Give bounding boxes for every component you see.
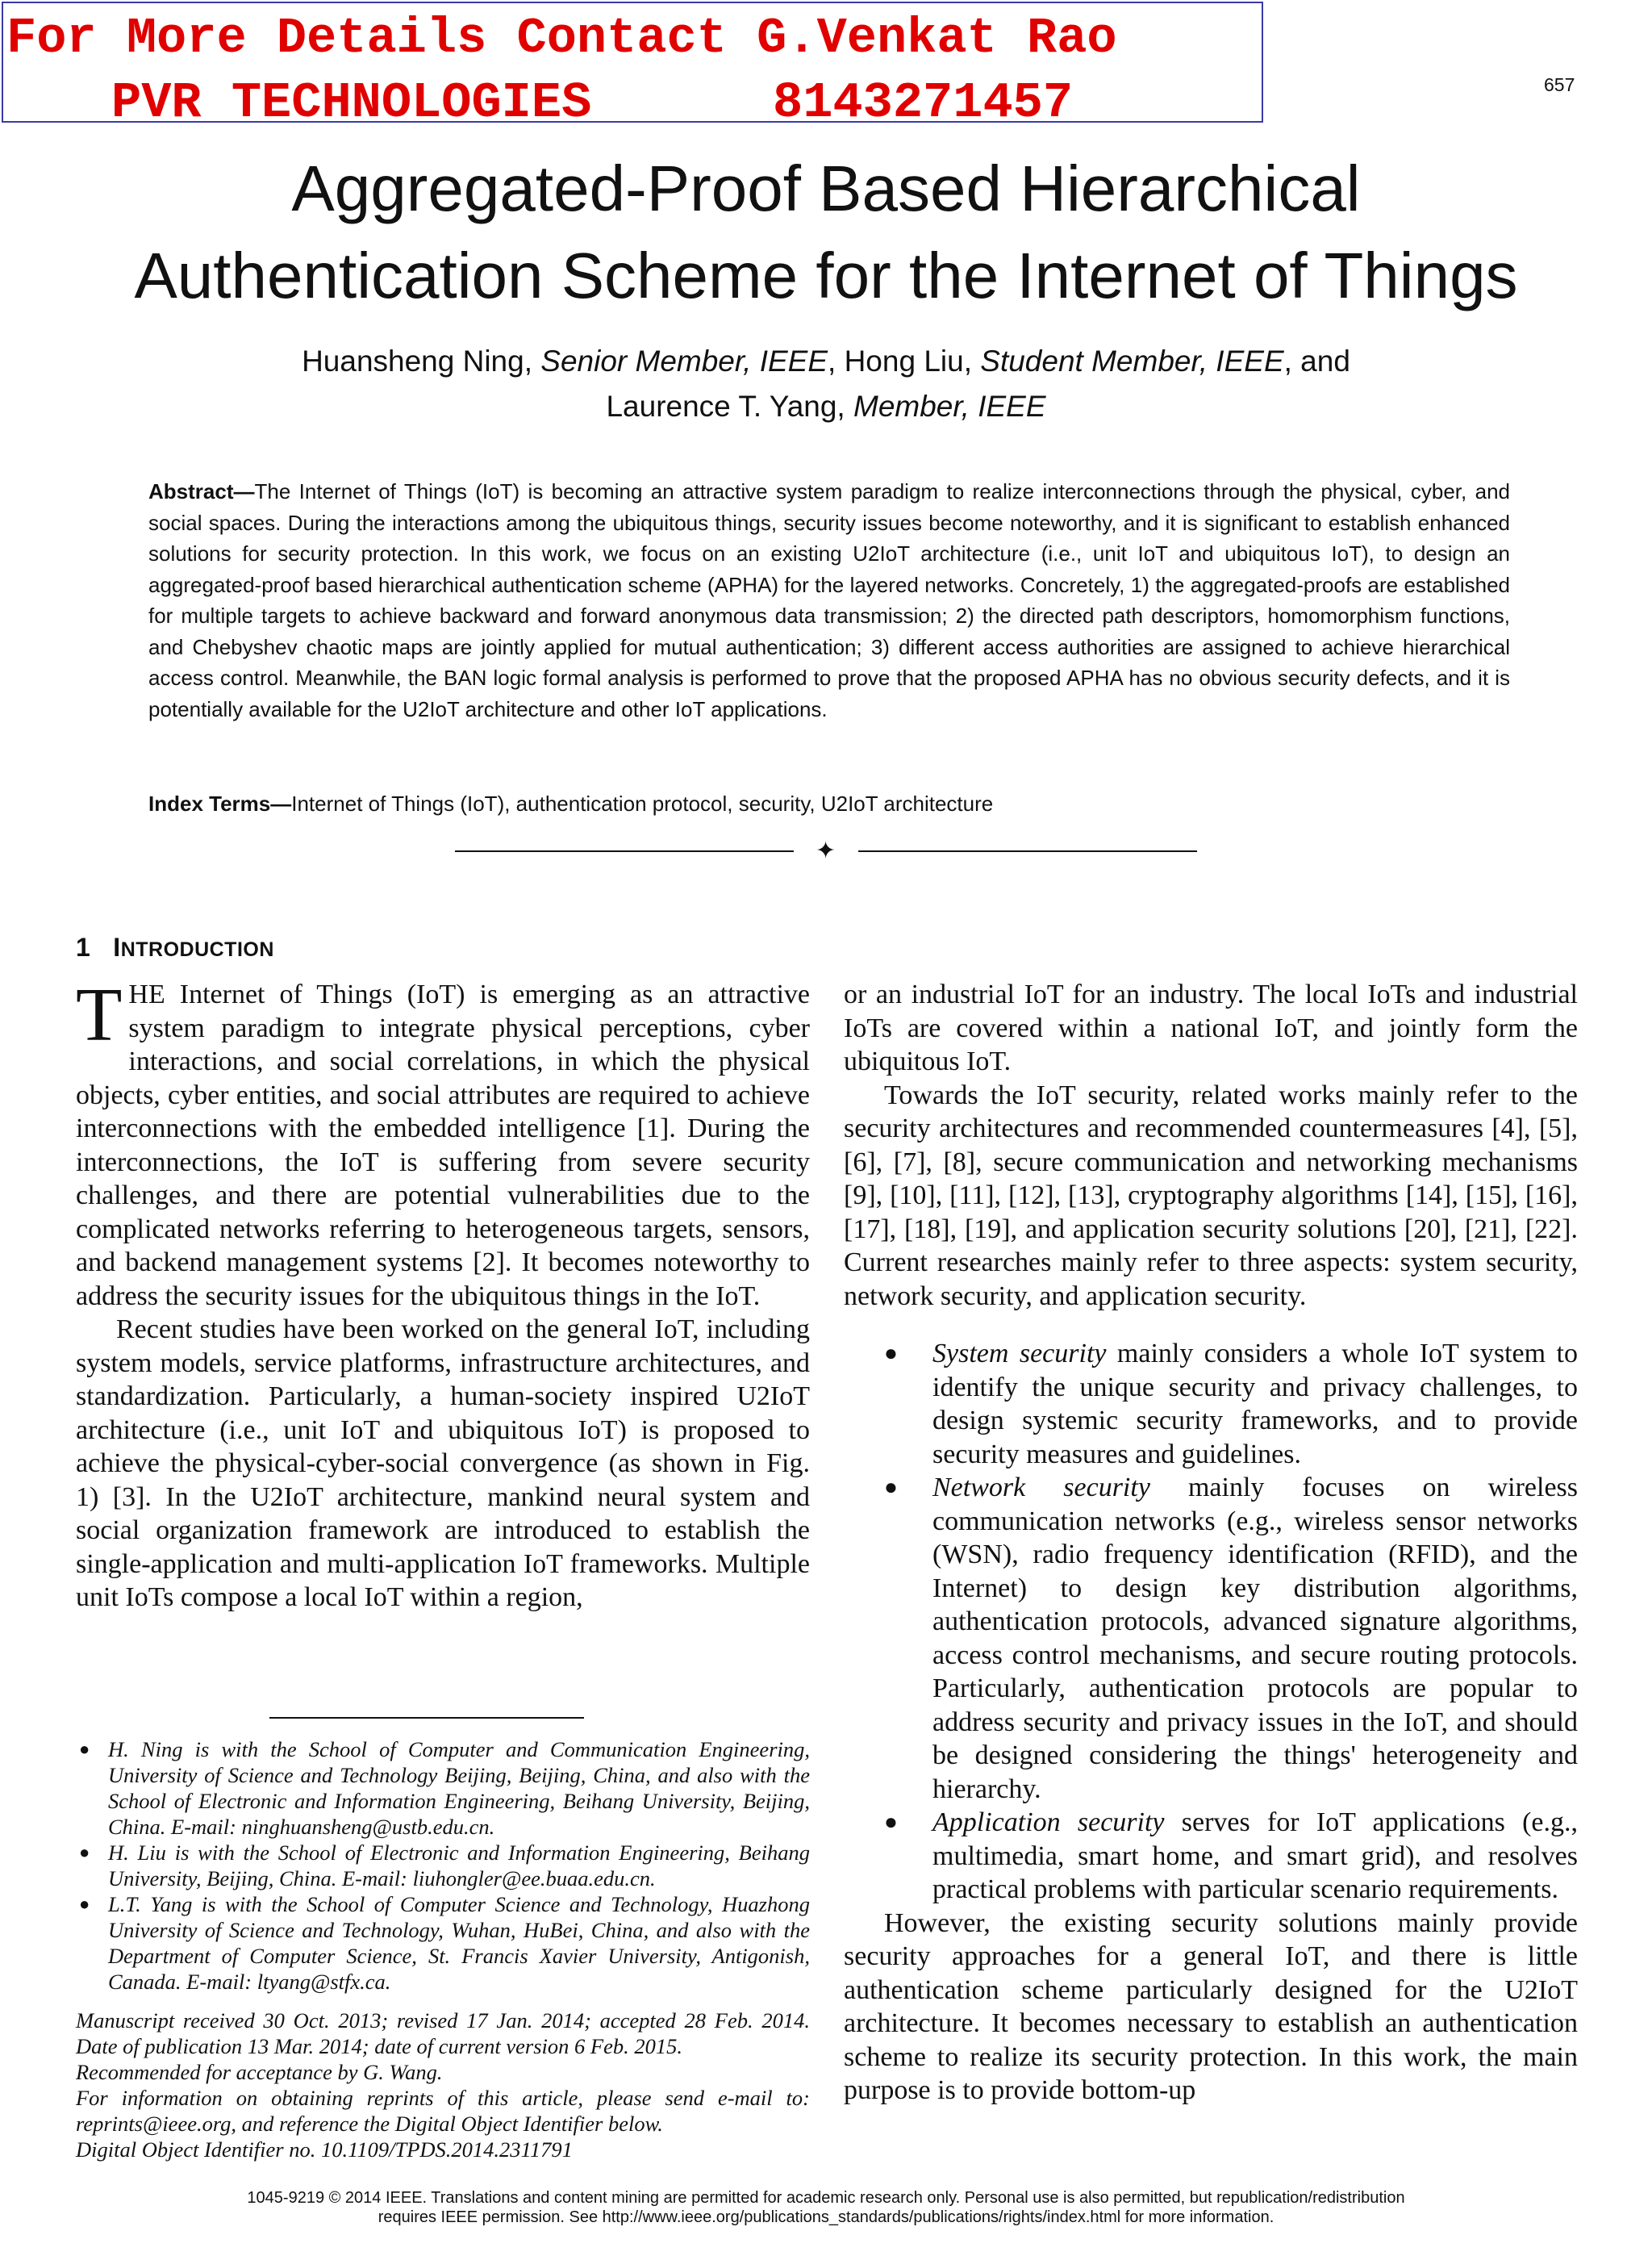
watermark-line-1: For More Details Contact G.Venkat Rao xyxy=(6,10,1117,67)
manuscript-info xyxy=(76,2007,810,2162)
bullet-icon: ● xyxy=(79,1894,90,1914)
right-column xyxy=(844,978,1578,2108)
intro-paragraph-1-text: Internet of Things (IoT) is emerging as an attractive system paradigm to integrate physical perceptions, cyber interactions, and social correlations, in which the physical objects, cyber entities, and social attributes are required to achieve interconnections with the embedded intelligence [1]. During the interconnections, the IoT is suffering from severe security challenges, and there are potential vulnerabilities due to the complicated networks referring to heterogeneous targets, sensors, and backend management systems [2]. It becomes noteworthy to address the security issues for the ubiquitous things in the IoT. xyxy=(76,980,810,1311)
manuscript-recommended: Recommended for acceptance by G. Wang. xyxy=(76,2060,443,2084)
footnote-rule xyxy=(269,1717,584,1719)
paper-title xyxy=(0,145,1652,320)
bullet-icon: ● xyxy=(884,1475,898,1500)
index-terms xyxy=(148,789,1510,818)
divider-diamond-icon: ✦ xyxy=(816,838,836,864)
left-column xyxy=(76,973,810,1615)
copyright-line-1: 1045-9219 © 2014 IEEE. Translations and content mining are permitted for academic research only. Personal use is also permitted, but republication/redistribution xyxy=(247,2189,1405,2207)
footnote-item xyxy=(76,1891,810,1995)
list-item xyxy=(844,1806,1578,1907)
abstract-label: Abstract— xyxy=(148,479,255,503)
copyright-line-2: requires IEEE permission. See http://www.ieee.org/publications_standards/publications/rights/index.html for more information. xyxy=(378,2208,1274,2226)
drop-cap-rest: HE xyxy=(128,980,165,1009)
affiliation-footnotes xyxy=(76,1736,810,1995)
page-number: 657 xyxy=(1544,74,1575,95)
section-title-rest: NTRODUCTION xyxy=(120,938,274,961)
abstract xyxy=(148,476,1510,725)
bullet-icon: ● xyxy=(884,1810,898,1835)
manuscript-doi: Digital Object Identifier no. 10.1109/TPDS.2014.2311791 xyxy=(76,2137,573,2162)
section-number: 1 xyxy=(76,933,91,962)
list-item xyxy=(844,1337,1578,1471)
list-item xyxy=(844,1471,1578,1806)
list-item-term: Application security xyxy=(932,1807,1165,1837)
footnote-text: H. Ning is with the School of Computer and Communication Engineering, University of Science and Technology Beijing, Beijing, China, and also with the School of Electronic and Information Engineering, Beihang University, Beijing, China. E-mail: ninghuansheng@ustb.edu.cn. xyxy=(108,1737,810,1839)
watermark-company: PVR TECHNOLOGIES xyxy=(111,74,592,132)
right-paragraph-3: However, the existing security solutions mainly provide security approaches for a general IoT, and there is little authentication scheme particularly designed for the U2IoT architecture. It becomes necessary to establish an authentication scheme to realize its security protection. In this work, the main purpose is to provide bottom-up xyxy=(844,1907,1578,2105)
author-1: Huansheng Ning, xyxy=(302,345,532,378)
bullet-icon: ● xyxy=(79,1842,90,1862)
section-title-initial: I xyxy=(113,933,121,962)
intro-paragraph-2: Recent studies have been worked on the general IoT, including system models, service platforms, infrastructure architectures, and standardization. Particularly, a human-society inspired U2IoT architecture (i.e., unit IoT and ubiquitous IoT) is proposed to achieve the physical-cyber-social convergence (as shown in Fig. 1) [3]. In the U2IoT architecture, mankind neural system and social organization framework are introduced to establish the single-application and multi-application IoT frameworks. Multiple unit IoTs compose a local IoT within a region, xyxy=(76,1314,810,1612)
author-list xyxy=(0,339,1652,429)
intro-paragraph-1 xyxy=(76,973,810,1313)
footnote-text: L.T. Yang is with the School of Computer Science and Technology, Huazhong University of Science and Technology, Wuhan, HuBei, China, and also with the Department of Computer Science, St. Francis Xavier University, Antigonish, Canada. E-mail: ltyang@stfx.ca. xyxy=(108,1892,810,1994)
abstract-text: The Internet of Things (IoT) is becoming an attractive system paradigm to realize interconnections through the physical, cyber, and social spaces. During the interactions among the ubiquitous things, security issues become noteworthy, and it is significant to establish enhanced solutions for security protection. In this work, we focus on an existing U2IoT architecture (i.e., unit IoT and ubiquitous IoT), to design an aggregated-proof based hierarchical authentication scheme (APHA) for the layered networks. Concretely, 1) the aggregated-proofs are established for multiple targets to achieve backward and forward anonymous data transmission; 2) the directed path descriptors, homomorphism functions, and Chebyshev chaotic maps are jointly applied for mutual authentication; 3) different access authorities are assigned to achieve hierarchical access control. Meanwhile, the BAN logic formal analysis is performed to prove that the proposed APHA has no obvious security defects, and it is potentially available for the U2IoT architecture and other IoT applications. xyxy=(148,479,1510,721)
manuscript-reprints: For information on obtaining reprints of this article, please send e-mail to: reprints@ieee.org, and reference the Digital Object Identifier below. xyxy=(76,2086,810,2136)
section-divider xyxy=(455,839,1197,863)
footnote-item xyxy=(76,1840,810,1891)
section-heading xyxy=(76,933,274,963)
divider-line-left xyxy=(455,850,794,852)
drop-cap: T xyxy=(76,973,123,1057)
title-line-2: Authentication Scheme for the Internet of Things xyxy=(134,240,1518,311)
index-terms-text: Internet of Things (IoT), authentication protocol, security, U2IoT architecture xyxy=(291,792,994,816)
footnote-text: H. Liu is with the School of Electronic and Information Engineering, Beihang University, Beijing, China. E-mail: liuhongler@ee.buaa.edu.cn. xyxy=(108,1840,810,1890)
author-and: , and xyxy=(1283,345,1350,378)
index-terms-label: Index Terms— xyxy=(148,792,292,816)
watermark-line-2 xyxy=(111,74,1074,132)
author-1-role: Senior Member, IEEE xyxy=(540,345,828,378)
list-item-term: Network security xyxy=(932,1473,1150,1502)
author-2-role: Student Member, IEEE xyxy=(980,345,1284,378)
right-paragraph-2: Towards the IoT security, related works mainly refer to the security architectures and recommended countermeasures [4], [5], [6], [7], [8], secure communication and networking mechanisms [9], [10], [11], [12], [13], cryptography algorithms [14], [15], [16], [17], [18], [19], and application security solutions [20], [21], [22]. Current researches mainly refer to three aspects: system security, network security, and application security. xyxy=(844,1080,1578,1311)
manuscript-dates: Manuscript received 30 Oct. 2013; revised 17 Jan. 2014; accepted 28 Feb. 2014. Date of publication 13 Mar. 2014; date of current version 6 Feb. 2015. xyxy=(76,2008,810,2058)
watermark-phone: 8143271457 xyxy=(773,74,1074,132)
copyright-notice xyxy=(0,2188,1652,2227)
bullet-icon: ● xyxy=(884,1341,898,1366)
bullet-icon: ● xyxy=(79,1739,90,1759)
list-item-text: mainly focuses on wireless communication networks (e.g., wireless sensor networks (WSN), radio frequency identification (RFID), and the Internet) to design key distribution algorithms, authentication protocols, advanced signature algorithms, access control mechanisms, and secure routing protocols. Particularly, authentication protocols are popular to address security and privacy issues in the IoT, and should be designed considering the things' heterogeneity and hierarchy. xyxy=(932,1473,1579,1804)
right-paragraph-1: or an industrial IoT for an industry. The local IoTs and industrial IoTs are covered within a national IoT, and jointly form the ubiquitous IoT. xyxy=(844,980,1578,1076)
divider-line-right xyxy=(858,850,1197,852)
author-2: , Hong Liu, xyxy=(828,345,972,378)
title-line-1: Aggregated-Proof Based Hierarchical xyxy=(291,152,1361,224)
security-aspects-list xyxy=(844,1337,1578,1907)
author-3: Laurence T. Yang, xyxy=(606,390,845,423)
author-3-role: Member, IEEE xyxy=(853,390,1046,423)
list-item-term: System security xyxy=(932,1339,1107,1368)
list-item-text: mainly considers a whole IoT system to identify the unique security and privacy challenges, to design systemic security frameworks, and to provide security measures and guidelines. xyxy=(932,1339,1578,1469)
contact-watermark xyxy=(2,2,1263,132)
footnote-item xyxy=(76,1736,810,1840)
list-item-text: serves for IoT applications (e.g., multimedia, smart home, and smart grid), and resolves practical problems with particular scenario requirements. xyxy=(932,1807,1578,1904)
